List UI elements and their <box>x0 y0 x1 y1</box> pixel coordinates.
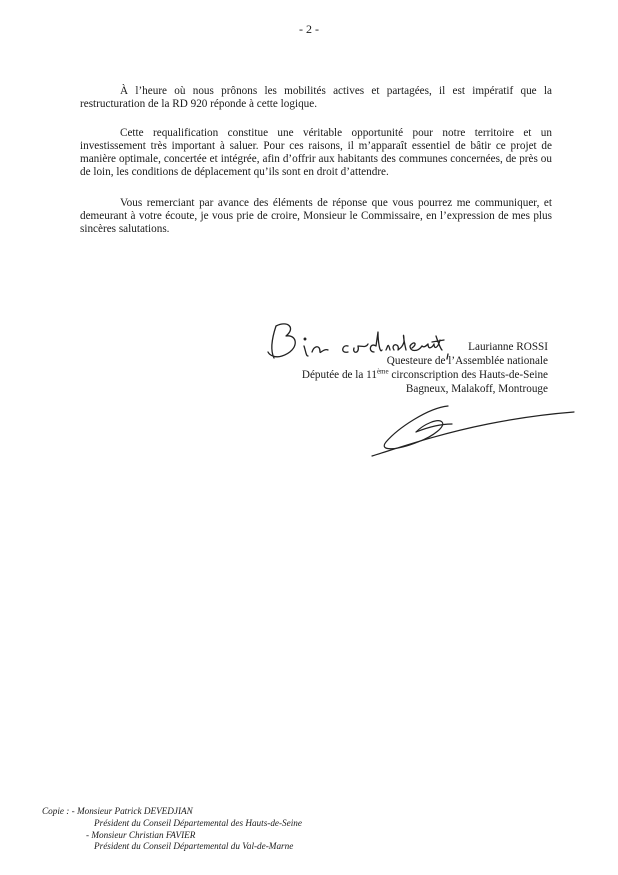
signatory-constituency <box>302 368 548 382</box>
paragraph-text: Cette requalification constitue une véritable opportunité pour notre territoire et un investissement très important à saluer. Pour ces raisons, il m’apparaît essentiel de bâtir ce projet de manière optimale, concertée et intégrée, afin d’offrir aux habitants des communes concernées, de près ou de loin, les conditions de déplacement qu’ils sont en droit d’attendre. <box>80 127 552 178</box>
page-number: - 2 - <box>299 22 319 36</box>
signatory-title: Questeure de l’Assemblée nationale <box>386 355 548 367</box>
handwritten-signature <box>368 398 578 462</box>
signatory-name: Laurianne ROSSI <box>468 341 548 353</box>
paragraph-requalification <box>80 127 552 179</box>
paragraph-closing <box>80 197 552 236</box>
recipient-role: Président du Conseil Départemental du Val-de-Marne <box>94 841 294 852</box>
signature-block <box>302 340 548 396</box>
copy-label: Copie : <box>42 806 70 816</box>
paragraph-mobility <box>80 85 552 111</box>
copy-row <box>42 806 302 818</box>
recipient-name: - Monsieur Christian FAVIER <box>86 829 196 840</box>
recipient-name: - Monsieur Patrick DEVEDJIAN <box>71 806 193 816</box>
constituency-prefix: Députée de la 11 <box>301 369 377 381</box>
copy-recipients <box>42 806 302 853</box>
paragraph-text: À l’heure où nous prônons les mobilités actives et partagées, il est impératif que la restructuration de la RD 920 réponde à cette logique. <box>80 85 552 110</box>
constituency-suffix: circonscription des Hauts-de-Seine <box>388 369 548 381</box>
paragraph-text: Vous remerciant par avance des éléments de réponse que vous pourrez me communiquer, et demeurant à votre écoute, je vous prie de croire, Monsieur le Commissaire, en l’expression de mes plus sincères salutations. <box>80 197 552 235</box>
recipient-role: Président du Conseil Départemental des Hauts-de-Seine <box>94 817 302 828</box>
constituency-ordinal: ème <box>376 367 389 376</box>
signatory-communes: Bagneux, Malakoff, Montrouge <box>405 383 548 395</box>
